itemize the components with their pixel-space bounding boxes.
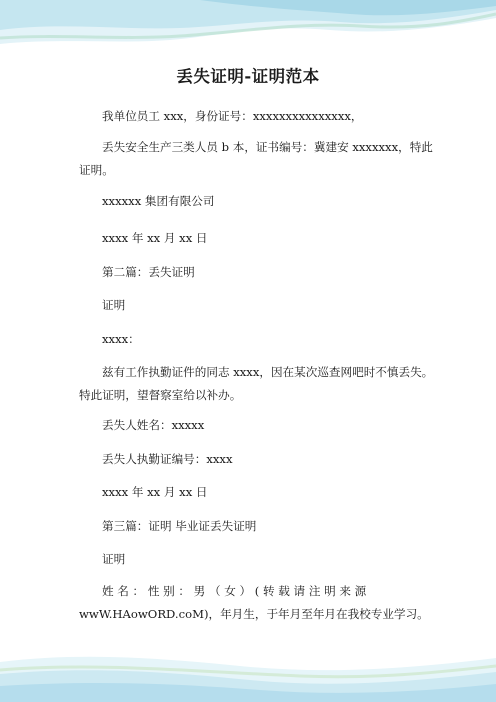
document-title: 丢失证明-证明范本 <box>176 67 320 86</box>
paragraph-study-record: wwW.HAowORD.coM)，年月生，于年月至年月在我校专业学习。 <box>79 607 429 621</box>
top-wave-decoration <box>0 0 496 70</box>
paragraph-name-gender-line: 姓 名 ： 性 别 ： 男 （ 女 ） ( 转 载 请 注 明 来 源 <box>102 584 367 598</box>
paragraph-employee-id: 我单位员工 xxx，身份证号：xxxxxxxxxxxxxxx， <box>102 109 363 123</box>
paragraph-section-3-heading: 第三篇：证明 毕业证丢失证明 <box>102 519 257 533</box>
paragraph-addressee: xxxx： <box>102 332 140 346</box>
paragraph-date-2: xxxx 年 xx 月 xx 日 <box>102 485 208 499</box>
paragraph-lost-certificate: 丢失安全生产三类人员 b 本，证书编号：冀建安 xxxxxxx，特此证明。 <box>79 140 433 177</box>
paragraph-proof-heading-1: 证明 <box>102 298 126 312</box>
paragraph-lost-duty-card: 兹有工作执勤证件的同志 xxxx，因在某次巡查网吧时不慎丢失。特此证明，望督察室给以补办。 <box>79 365 434 402</box>
paragraph-duty-card-number: 丢失人执勤证编号：xxxx <box>102 452 233 466</box>
bottom-wave-decoration <box>0 622 496 702</box>
paragraph-date-1: xxxx 年 xx 月 xx 日 <box>102 231 208 245</box>
paragraph-company-name: xxxxxx 集团有限公司 <box>102 194 215 208</box>
paragraph-proof-heading-2: 证明 <box>102 552 126 566</box>
paragraph-section-2-heading: 第二篇：丢失证明 <box>102 265 195 279</box>
paragraph-lost-person-name: 丢失人姓名：xxxxx <box>102 418 205 432</box>
